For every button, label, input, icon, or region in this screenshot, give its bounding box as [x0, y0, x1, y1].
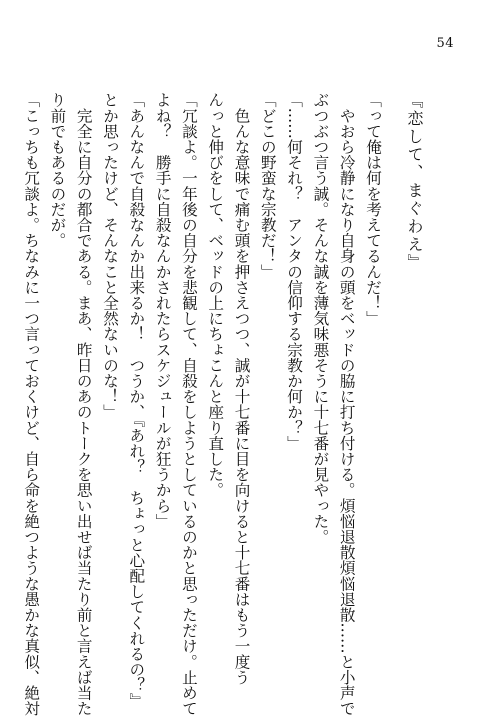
text-line-12: 完全に自分の都合である。まあ、昨日のあのトークを思い出せば当たり前と言えば当た [74, 92, 93, 716]
running-title: 『恋して、まぐわえ』 [405, 92, 424, 272]
text-line-5: 「どこの野蛮な宗教だ！」 [258, 92, 277, 280]
text-line-3: ぶつぶつ言う誠。そんな誠を薄気味悪そうに十七番が見やった。 [311, 92, 330, 545]
text-line-14: 「こっちも冗談よ。ちなみに一つ言っておくけど、自ら命を絶つような愚かな真似、絶対 [22, 92, 41, 716]
body-text [22, 92, 386, 716]
text-line-2: やおら冷静になり自身の頭をベッドの脇に打ち付ける。煩悩退散煩悩退散……と小声で [337, 92, 356, 716]
text-line-10: 「あんなんで自殺なんか出来るか！ つうか、『あれ？ ちょっと心配してくれるの？』 [127, 92, 146, 709]
text-line-11: とか思ったけど、そんなこと全然ないのな！」 [101, 92, 120, 420]
text-line-6: 色んな意味で痛む頭を押さえつつ、誠が十七番に目を向けると十七番はもう一度う [232, 92, 251, 685]
text-line-7: んっと伸びをして、ベッドの上にちょこんと座り直した。 [206, 92, 225, 498]
text-line-9: よね？ 勝手に自殺なんかされたらスケジュールが狂うから」 [153, 92, 172, 529]
text-line-13: り前でもあるのだが。 [48, 92, 67, 248]
text-line-4: 「……何それ？ アンタの信仰する宗教か何か？」 [285, 92, 304, 451]
text-line-1: 「って俺は何を考えてるんだ！」 [364, 92, 382, 326]
text-line-8: 「冗談よ。一年後の自分を悲観して、自殺をしようとしているのかと思っただけ。止めて [179, 92, 198, 716]
page-number: 54 [436, 36, 454, 51]
